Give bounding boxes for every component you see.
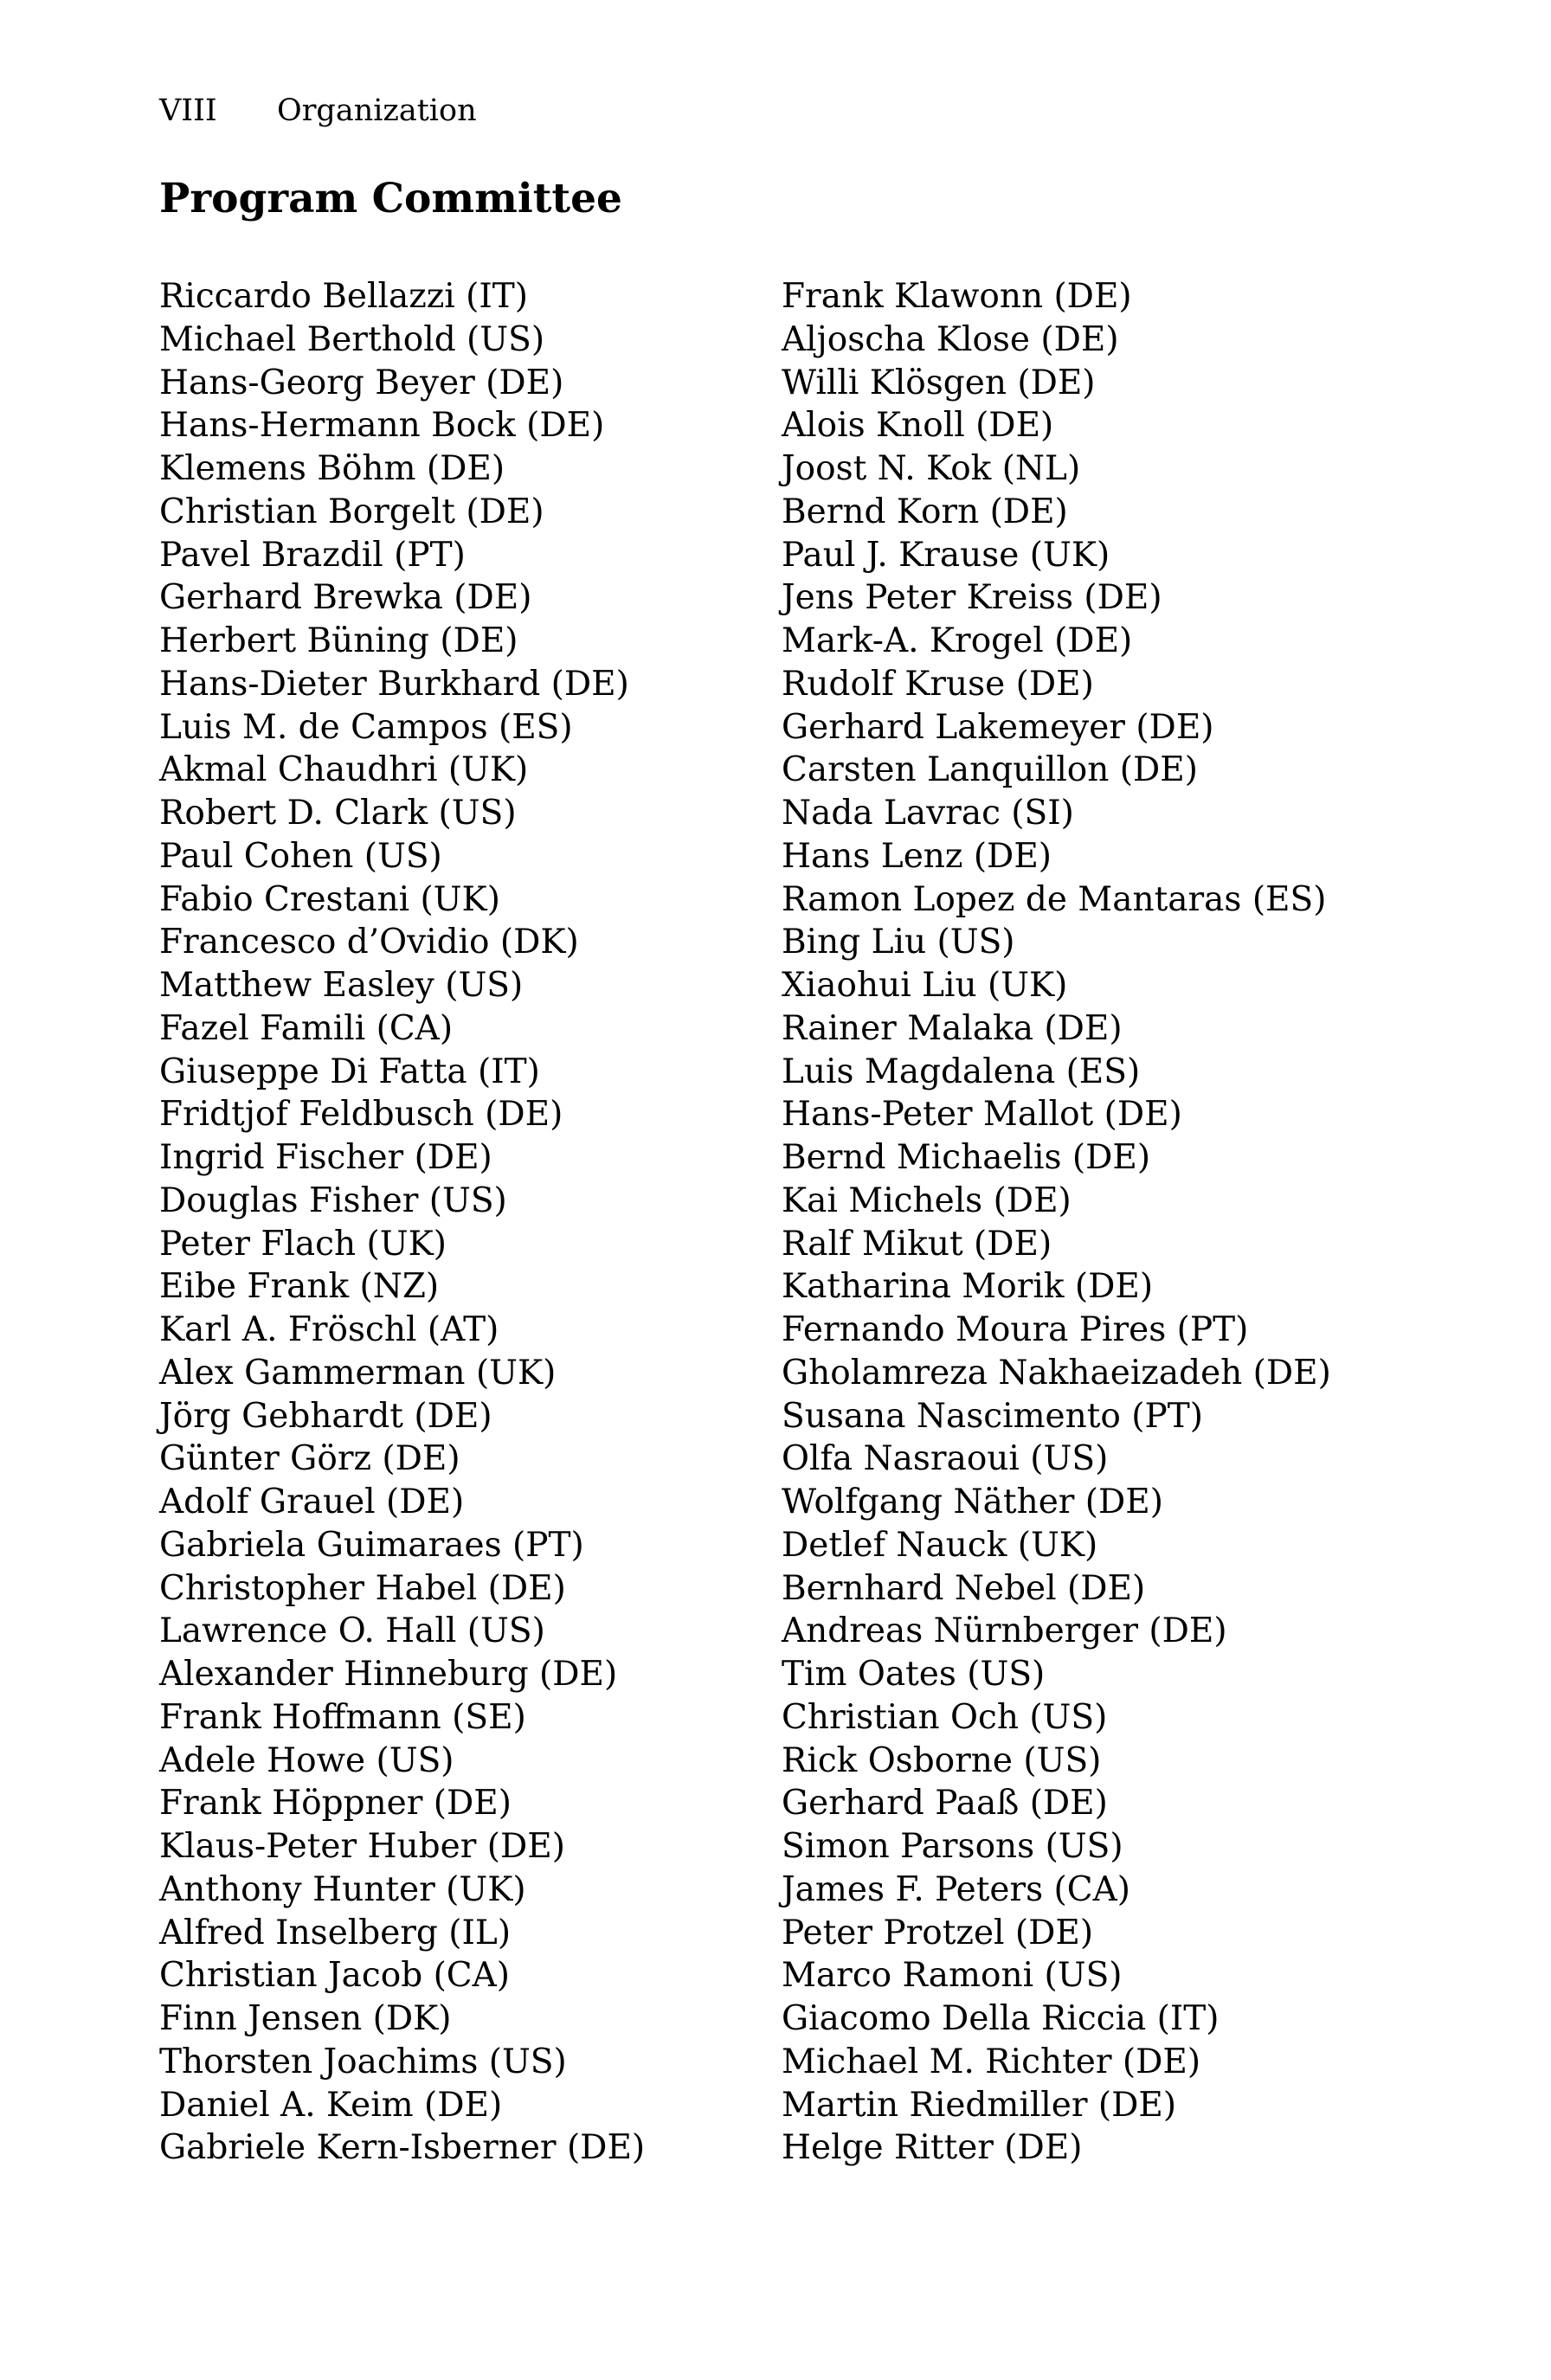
committee-member: Anthony Hunter (UK) — [159, 1869, 526, 1909]
committee-member: Riccardo Bellazzi (IT) — [159, 277, 529, 316]
committee-member: Helge Ritter (DE) — [782, 2128, 1083, 2168]
committee-member: Mark-A. Krogel (DE) — [782, 621, 1133, 660]
committee-member: Paul Cohen (US) — [159, 836, 442, 876]
committee-member: Susana Nascimento (PT) — [782, 1396, 1203, 1436]
committee-member: Fazel Famili (CA) — [159, 1008, 454, 1048]
committee-member: Hans-Dieter Burkhard (DE) — [159, 664, 629, 704]
committee-member: Giuseppe Di Fatta (IT) — [159, 1052, 540, 1091]
committee-column-left — [159, 275, 765, 2170]
committee-member: Hans-Georg Beyer (DE) — [159, 363, 564, 402]
committee-member: Frank Hoffmann (SE) — [159, 1697, 526, 1737]
committee-member: Frank Höppner (DE) — [159, 1784, 512, 1824]
committee-member: Christian Och (US) — [782, 1697, 1108, 1737]
committee-member: Katharina Morik (DE) — [782, 1267, 1154, 1307]
committee-member: Simon Parsons (US) — [782, 1827, 1123, 1866]
committee-member: Marco Ramoni (US) — [782, 1956, 1123, 1996]
committee-member: Gholamreza Nakhaeizadeh (DE) — [782, 1353, 1331, 1393]
committee-member: Matthew Easley (US) — [159, 966, 524, 1005]
committee-member: Christopher Habel (DE) — [159, 1568, 566, 1608]
committee-member: Thorsten Joachims (US) — [159, 2042, 567, 2081]
committee-member: Günter Görz (DE) — [159, 1439, 460, 1479]
committee-member: Alois Knoll (DE) — [782, 406, 1054, 446]
running-head — [159, 92, 477, 130]
committee-member: Herbert Büning (DE) — [159, 621, 518, 660]
committee-member: Klaus-Peter Huber (DE) — [159, 1827, 565, 1866]
committee-member: James F. Peters (CA) — [782, 1869, 1130, 1909]
committee-member: Robert D. Clark (US) — [159, 794, 517, 833]
committee-member: Alfred Inselberg (IL) — [159, 1913, 512, 1952]
committee-member: Finn Jensen (DK) — [159, 1999, 452, 2038]
committee-member: Willi Klösgen (DE) — [782, 363, 1096, 402]
committee-member: Gerhard Lakemeyer (DE) — [782, 707, 1214, 747]
committee-member: Gerhard Paaß (DE) — [782, 1784, 1108, 1824]
committee-member: Ramon Lopez de Mantaras (ES) — [782, 879, 1327, 919]
committee-member: Karl A. Fröschl (AT) — [159, 1310, 499, 1349]
committee-member: Jörg Gebhardt (DE) — [159, 1396, 492, 1436]
committee-member: Bernd Michaelis (DE) — [782, 1138, 1151, 1177]
committee-member: Adele Howe (US) — [159, 1740, 454, 1780]
committee-member: Alex Gammerman (UK) — [159, 1353, 557, 1393]
committee-member: Michael Berthold (US) — [159, 319, 545, 359]
committee-member: Ingrid Fischer (DE) — [159, 1138, 492, 1177]
committee-member: Lawrence O. Hall (US) — [159, 1611, 545, 1651]
committee-member: Francesco d’Ovidio (DK) — [159, 923, 579, 962]
committee-member: Christian Borgelt (DE) — [159, 492, 544, 531]
committee-member: Luis Magdalena (ES) — [782, 1052, 1141, 1091]
committee-member: Fridtjof Feldbusch (DE) — [159, 1095, 563, 1135]
committee-member: Eibe Frank (NZ) — [159, 1267, 440, 1307]
committee-member: Pavel Brazdil (PT) — [159, 535, 466, 575]
committee-member: Douglas Fisher (US) — [159, 1180, 507, 1220]
committee-member: Gerhard Brewka (DE) — [159, 578, 532, 618]
committee-member: Jens Peter Kreiss (DE) — [782, 578, 1162, 618]
committee-member: Joost N. Kok (NL) — [782, 449, 1081, 488]
committee-member: Bing Liu (US) — [782, 923, 1015, 962]
committee-member: Kai Michels (DE) — [782, 1180, 1072, 1220]
committee-member: Aljoscha Klose (DE) — [782, 319, 1119, 359]
committee-member: Frank Klawonn (DE) — [782, 277, 1132, 316]
committee-member: Paul J. Krause (UK) — [782, 535, 1110, 575]
committee-member: Luis M. de Campos (ES) — [159, 707, 573, 747]
committee-member: Akmal Chaudhri (UK) — [159, 750, 529, 790]
committee-member: Bernd Korn (DE) — [782, 492, 1068, 531]
committee-member: Tim Oates (US) — [782, 1655, 1046, 1694]
committee-member: Andreas Nürnberger (DE) — [782, 1611, 1227, 1651]
committee-member: Rudolf Kruse (DE) — [782, 664, 1094, 704]
committee-member: Fabio Crestani (UK) — [159, 879, 500, 919]
committee-member: Alexander Hinneburg (DE) — [159, 1655, 618, 1694]
committee-member: Ralf Mikut (DE) — [782, 1224, 1052, 1264]
committee-member: Detlef Nauck (UK) — [782, 1525, 1098, 1565]
page-number: VIII — [159, 93, 217, 128]
committee-member: Carsten Lanquillon (DE) — [782, 750, 1198, 790]
committee-member: Hans-Peter Mallot (DE) — [782, 1095, 1182, 1135]
committee-member: Hans-Hermann Bock (DE) — [159, 406, 605, 446]
committee-member: Michael M. Richter (DE) — [782, 2042, 1201, 2081]
committee-member: Christian Jacob (CA) — [159, 1956, 511, 1996]
committee-member: Peter Protzel (DE) — [782, 1913, 1094, 1952]
committee-member: Rick Osborne (US) — [782, 1740, 1102, 1780]
committee-member: Gabriela Guimaraes (PT) — [159, 1525, 584, 1565]
committee-member: Klemens Böhm (DE) — [159, 449, 505, 488]
committee-member: Adolf Grauel (DE) — [159, 1483, 465, 1521]
committee-column-right — [782, 275, 1457, 2170]
committee-member: Xiaohui Liu (UK) — [782, 966, 1068, 1005]
section-title: Program Committee — [159, 175, 622, 222]
committee-member: Hans Lenz (DE) — [782, 836, 1052, 876]
committee-member: Wolfgang Näther (DE) — [782, 1483, 1163, 1521]
committee-member: Olfa Nasraoui (US) — [782, 1439, 1109, 1479]
committee-member: Daniel A. Keim (DE) — [159, 2085, 503, 2125]
committee-member: Peter Flach (UK) — [159, 1224, 447, 1264]
running-title: Organization — [277, 93, 477, 128]
committee-member: Martin Riedmiller (DE) — [782, 2085, 1177, 2125]
committee-member: Giacomo Della Riccia (IT) — [782, 1999, 1220, 2038]
committee-member: Fernando Moura Pires (PT) — [782, 1310, 1249, 1349]
committee-member: Nada Lavrac (SI) — [782, 794, 1074, 833]
committee-member: Bernhard Nebel (DE) — [782, 1568, 1146, 1608]
committee-member: Rainer Malaka (DE) — [782, 1008, 1123, 1048]
committee-member: Gabriele Kern-Isberner (DE) — [159, 2128, 646, 2168]
